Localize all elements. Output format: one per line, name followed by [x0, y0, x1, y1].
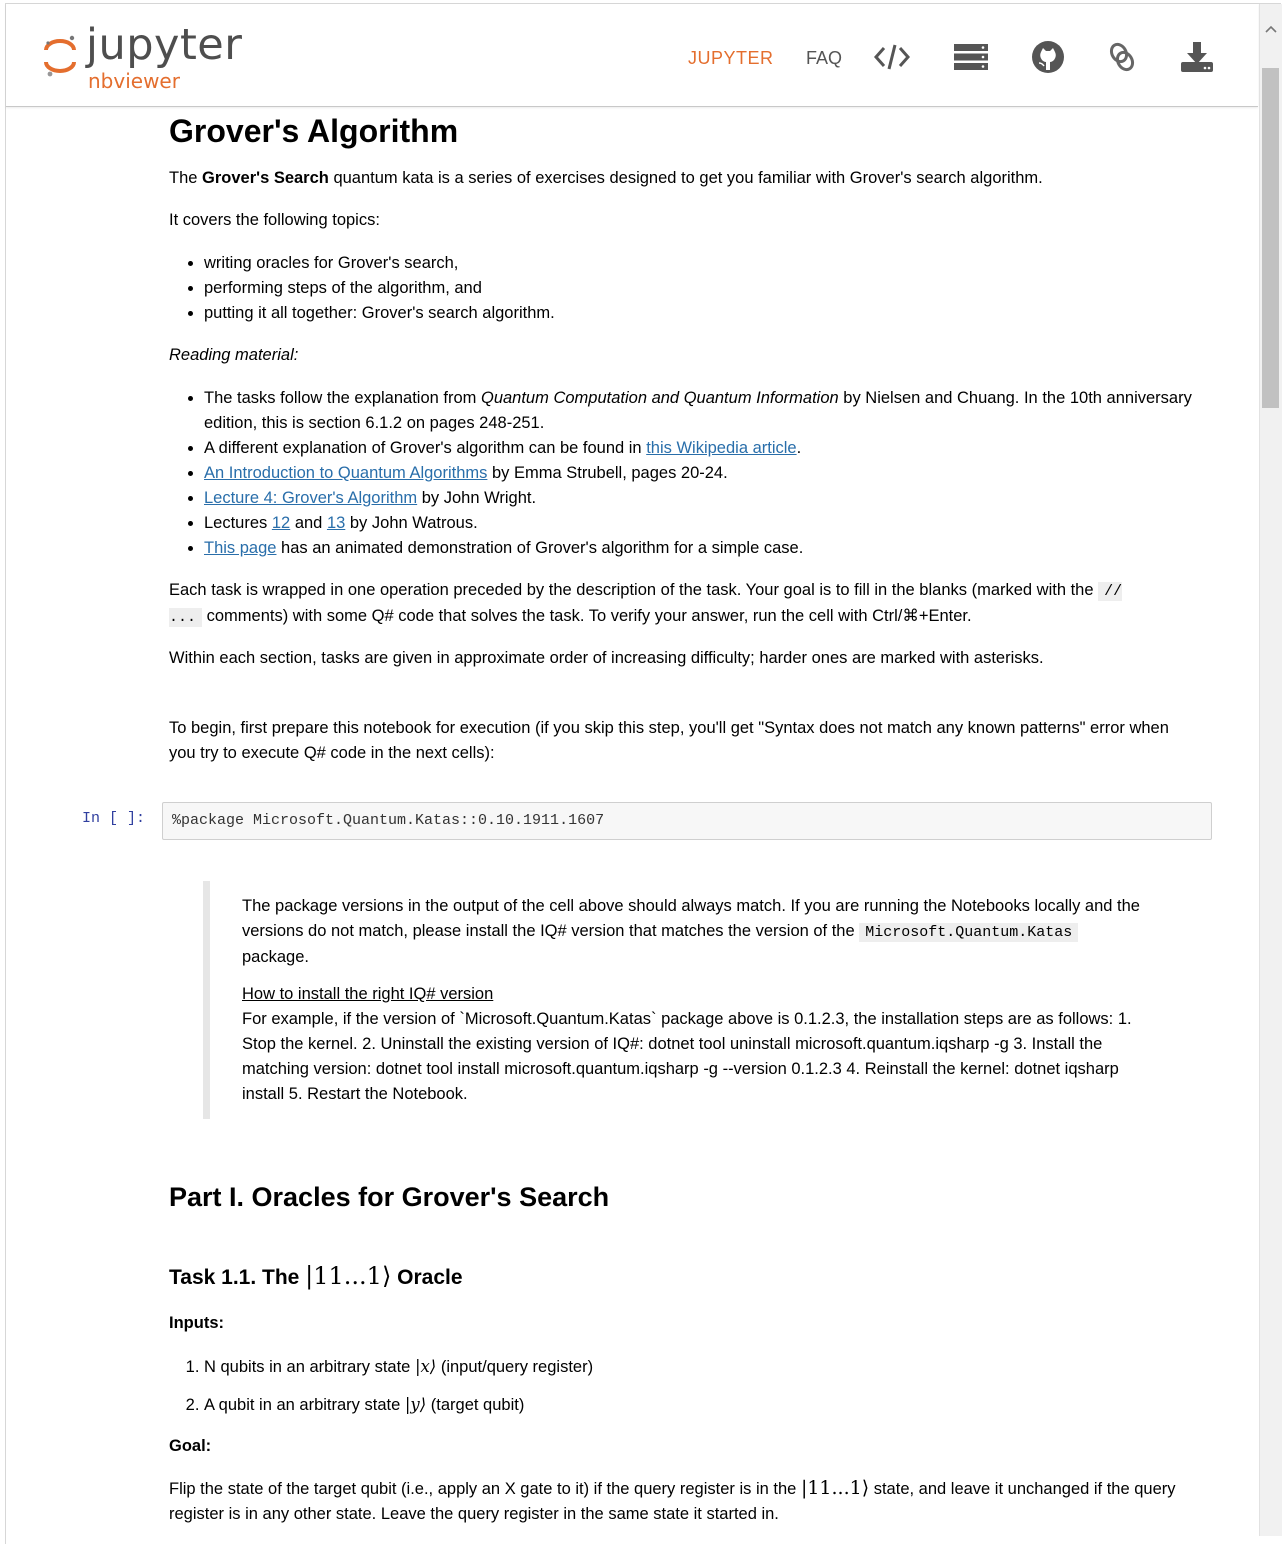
goal-label: Goal: — [169, 1437, 212, 1455]
list-item: • writing oracles for Grover's search, — [204, 251, 1199, 276]
difficulty-paragraph: Within each section, tasks are given in approximate order of increasing difficulty; harder ones are marked with asterisks. — [169, 649, 1044, 667]
list-item: • Lectures 12 and 13 by John Watrous. — [204, 511, 1199, 536]
list-item: 2. A qubit in an arbitrary state |y⟩ (target qubit) — [204, 1392, 1199, 1418]
link-icon — [1107, 40, 1137, 74]
scroll-up-arrow-icon[interactable] — [1265, 24, 1277, 34]
install-example: For example, if the version of `Microsoft.Quantum.Katas` package above is 0.1.2.3, the installation steps are as follows: 1. Stop the kernel. 2. Uninstall the existing version of IQ#: dotnet tool uninstall microsoft.quantum.iqsharp -g 3. Install the matching version: dotnet tool install microsoft.quantum.iqsharp -g --version 0.1.2.3 4. Reinstall the kernel: dotnet iqsharp install 5. Restart the Notebook. — [242, 1010, 1132, 1103]
begin-paragraph: To begin, first prepare this notebook for execution (if you skip this step, you'll get "Syntax does not match any known patterns" error when you try to execute Q# code in the next cells): — [169, 719, 1169, 762]
version-note-blockquote — [203, 881, 1165, 1119]
wikipedia-link[interactable]: this Wikipedia article — [646, 439, 797, 457]
intro-bold: Grover's Search — [202, 169, 329, 187]
code-cell[interactable] — [162, 802, 1212, 840]
cell-prompt: In [ ]: — [82, 810, 146, 827]
version-note-text: The package versions in the output of the cell above should always match. If you are running the Notebooks locally and the versions do not match, please install the IQ# version that matches the version of the Microsoft.Quantum.Katas package. — [242, 897, 1140, 966]
reading-list — [169, 386, 1199, 561]
goal-paragraph: Flip the state of the target qubit (i.e., apply an X gate to it) if the query register is in the |11...1⟩ state, and leave it unchanged if the query register is in any other state. Leave the query register in the same state it started in. — [169, 1477, 1176, 1523]
reading-label: Reading material: — [169, 346, 299, 364]
server-icon — [952, 42, 990, 72]
list-item: • performing steps of the algorithm, and — [204, 276, 1199, 301]
code-cell-source[interactable]: %package Microsoft.Quantum.Katas::0.10.1911.1607 — [172, 812, 605, 829]
logo-wordmark: jupyter — [86, 20, 243, 70]
inline-code: Microsoft.Quantum.Katas — [859, 923, 1078, 942]
list-item: • Lecture 4: Grover's Algorithm by John Wright. — [204, 486, 1199, 511]
logo-subtitle: nbviewer — [88, 69, 180, 93]
lecture-13-link[interactable]: 13 — [326, 514, 346, 532]
wright-lecture-link[interactable]: Lecture 4: Grover's Algorithm — [204, 489, 418, 507]
list-item: • A different explanation of Grover's algorithm can be found in this Wikipedia article. — [204, 436, 1199, 461]
jupyter-logo-icon — [42, 26, 78, 86]
part-1-heading: Part I. Oracles for Grover's Search — [169, 1182, 610, 1212]
download-icon — [1179, 40, 1215, 74]
view-source-button[interactable] — [872, 37, 912, 77]
list-item: 1. N qubits in an arbitrary state |x⟩ (input/query register) — [204, 1354, 1199, 1380]
task-wrap-paragraph: Each task is wrapped in one operation preceded by the description of the task. Your goal is to fill in the blanks (marked with the // ... comments) with some Q# code that solves the task. To verify your answer, run the cell with Ctrl/⌘+Enter. — [169, 581, 1123, 626]
vertical-scrollbar[interactable] — [1259, 4, 1282, 1536]
topics-intro: It covers the following topics: — [169, 211, 380, 229]
inline-code: // ... — [169, 583, 1123, 626]
link-button[interactable] — [1102, 37, 1142, 77]
execute-on-binder-button[interactable] — [951, 37, 991, 77]
list-item: • An Introduction to Quantum Algorithms by Emma Strubell, pages 20-24. — [204, 461, 1199, 486]
list-item: • putting it all together: Grover's search algorithm. — [204, 301, 1199, 326]
nav-faq-link[interactable]: FAQ — [806, 48, 843, 68]
task-1-1-math: |11...1⟩ — [305, 1262, 392, 1290]
topics-list — [169, 251, 1199, 326]
strubell-link[interactable]: An Introduction to Quantum Algorithms — [204, 464, 488, 482]
code-icon — [873, 42, 911, 72]
install-howto — [242, 982, 1142, 1107]
demo-page-link[interactable]: This page — [204, 539, 277, 557]
download-button[interactable] — [1177, 37, 1217, 77]
github-icon — [1031, 40, 1065, 74]
list-item: • This page has an animated demonstration of Grover's algorithm for a simple case. — [204, 536, 1199, 561]
scrollbar-thumb[interactable] — [1262, 68, 1279, 408]
navbar — [6, 4, 1258, 107]
intro-paragraph: The Grover's Search quantum kata is a series of exercises designed to get you familiar with Grover's search algorithm. — [169, 169, 1043, 187]
lecture-12-link[interactable]: 12 — [271, 514, 291, 532]
task-1-1-heading: Task 1.1. The |11...1⟩ Oracle — [169, 1262, 463, 1290]
list-item: • The tasks follow the explanation from Quantum Computation and Quantum Information by Nielsen and Chuang. In the 10th anniversary edition, this is section 6.1.2 on pages 248-251. — [204, 386, 1199, 436]
inputs-list — [169, 1354, 1199, 1430]
inputs-label: Inputs: — [169, 1314, 224, 1332]
jupyter-logo[interactable] — [42, 14, 272, 94]
github-button[interactable] — [1028, 37, 1068, 77]
install-howto-heading: How to install the right IQ# version — [242, 985, 494, 1003]
page-title: Grover's Algorithm — [169, 113, 459, 149]
nav-jupyter-link[interactable]: JUPYTER — [688, 48, 774, 68]
